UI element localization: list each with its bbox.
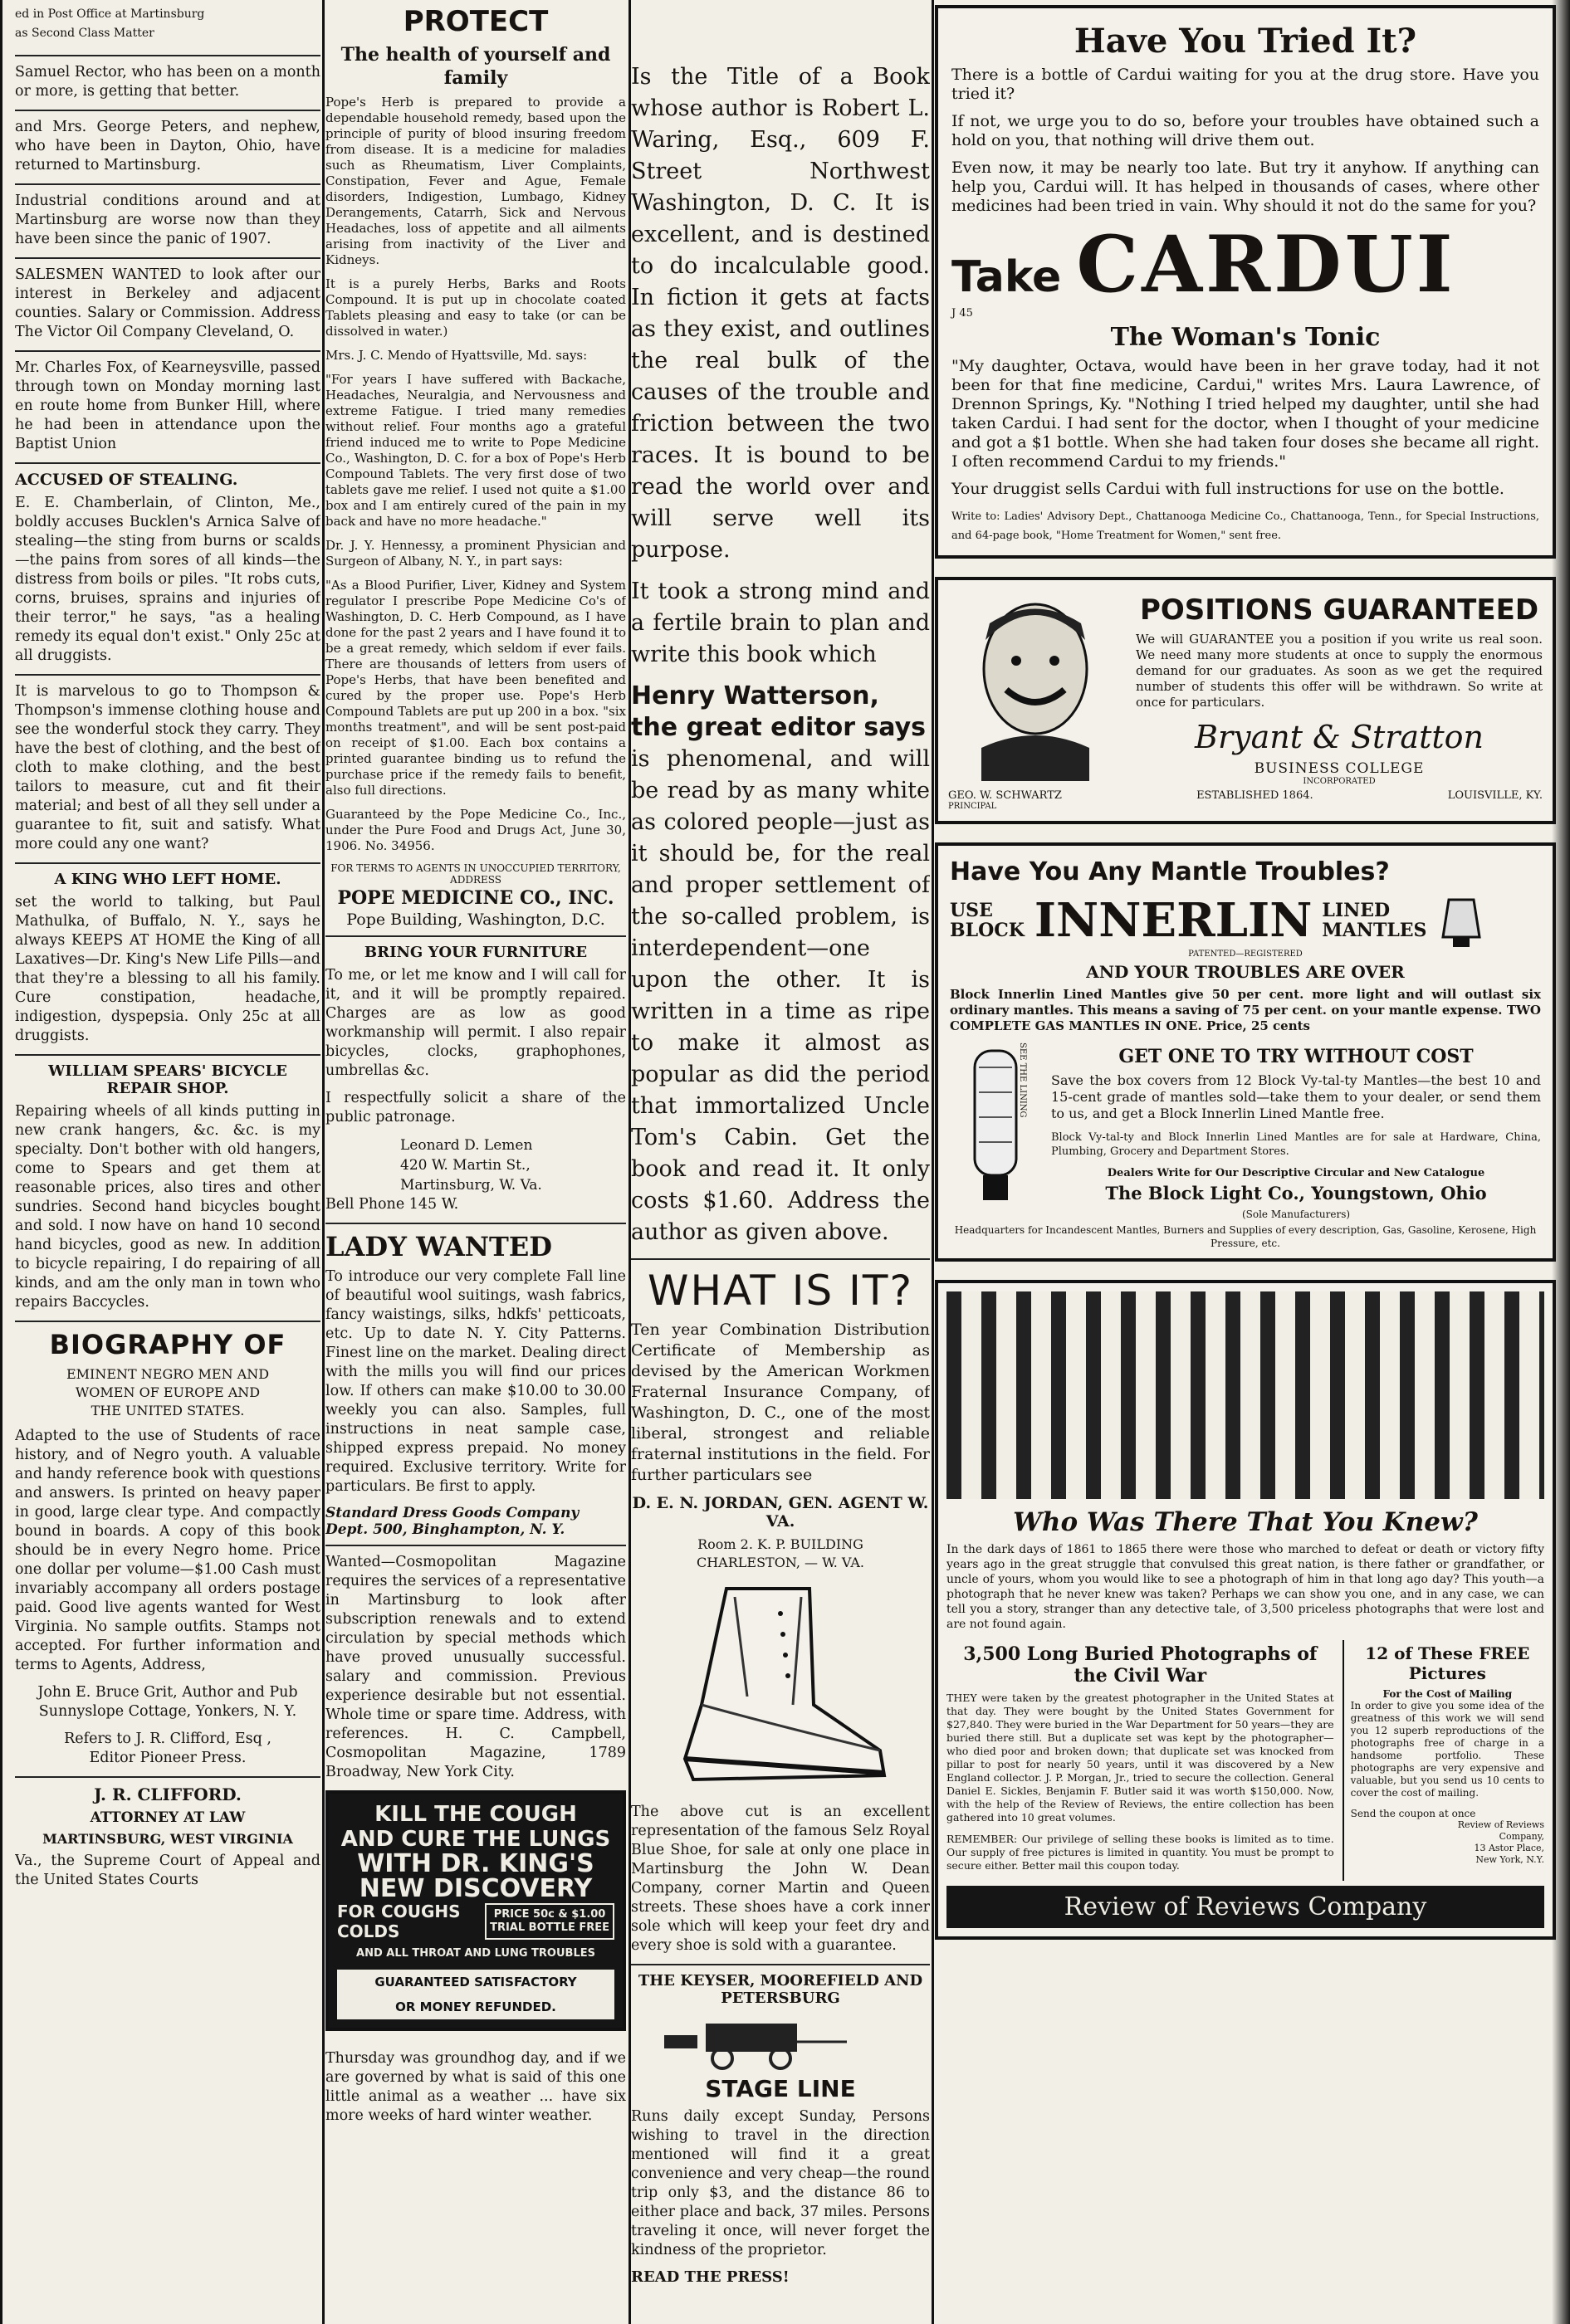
bio-sub-line: THE UNITED STATES. xyxy=(90,1403,245,1418)
cardui-para-2: If not, we urge you to do so, before your troubles have obtained such a hold on you, that nothing will drive them out. xyxy=(951,112,1539,149)
mantle-ad xyxy=(935,842,1556,1262)
take-label: Take xyxy=(951,252,1062,302)
jordan-address-line: CHARLESTON, — W. VA. xyxy=(696,1555,864,1570)
protect-heading: PROTECT xyxy=(403,5,549,38)
bio-refers-line: Refers to J. R. Clifford, Esq , xyxy=(64,1731,271,1747)
masthead-note xyxy=(15,5,320,43)
cardui-close: Your druggist sells Cardui with full instructions for use on the bottle. xyxy=(951,480,1504,498)
lemen-signature xyxy=(325,1135,626,1195)
cardui-wordmark: CARDUI xyxy=(1076,219,1456,310)
local-item: Samuel Rector, who has been on a month or more, is getting that better. xyxy=(15,64,320,100)
biography-refers xyxy=(15,1730,320,1768)
king-ad-line: NEW DISCOVERY xyxy=(359,1874,593,1903)
masthead-line-1: ed in Post Office at Martinsburg xyxy=(15,7,205,21)
review-address xyxy=(1351,1819,1544,1866)
lamp-icon xyxy=(1436,891,1486,950)
pope-terms: FOR TERMS TO AGENTS IN UNOCCUPIED TERRITORY, ADDRESS xyxy=(330,862,621,886)
sole-manufacturers: (Sole Manufacturers) xyxy=(1241,1208,1351,1220)
mantles-label: MANTLES xyxy=(1322,920,1427,941)
clifford-name: J. R. CLIFFORD. xyxy=(94,1784,242,1804)
cardui-para-3: Even now, it may be nearly too late. But try it anyhow. If anything can help you, Cardui will. It has helped in thousands of cases, where other medicines had been tried in vain. Why should it not do the same for you? xyxy=(951,159,1539,215)
column-4 xyxy=(935,5,1556,2316)
divider xyxy=(325,935,626,937)
shoe-body: The above cut is an excellent representation of the famous Selz Royal Blue Shoe, for sale at only one place in Martinsburg the John W. Dean Company, corner Martin and Queen streets. These shoes have a cork inner sole which will keep your feet dry and every shoe is sold with a guarantee. xyxy=(631,1804,930,1954)
thompson-ad: It is marvelous to go to Thompson & Thompson's immense clothing house and see the wonderful stock they carry. They have the best of clothing, and the best of cloth to make clothing, and the best tailors to measure, cut and fit their material; and best of all they sell under a guarantee to fit, suit and satisfy. What more could any one want? xyxy=(15,683,320,852)
lemen-line: Leonard D. Lemen xyxy=(400,1137,533,1154)
biography-subtitle xyxy=(15,1365,320,1420)
buried-heading: 3,500 Long Buried Photographs of the Civil War xyxy=(963,1643,1318,1687)
get-one-heading: GET ONE TO TRY WITHOUT COST xyxy=(1118,1046,1474,1067)
review-address-line: Company, xyxy=(1499,1831,1544,1842)
biography-body: Adapted to the use of Students of race history, and of Negro youth. A valuable and handy reference book with questions and answers. Is printed on heavy paper in good, large clear type. And compactly bound in boards. A copy of this book should be in every Negro home. Price one dollar per volume—$1.00 Cash must invariably accompany all orders postage paid. Good live agents wanted for West Virginia. No sample outfits. Stamps not accepted. For further information and terms to Agents, Address, xyxy=(15,1428,320,1673)
review-banner: Review of Reviews Company xyxy=(946,1886,1544,1928)
king-ad-line: FOR COUGHS xyxy=(337,1902,461,1921)
lemen-phone: Bell Phone 145 W. xyxy=(325,1196,459,1213)
divider xyxy=(15,1054,320,1056)
cardui-tagline: The Woman's Tonic xyxy=(1110,323,1381,352)
bio-refers-line: Editor Pioneer Press. xyxy=(89,1750,247,1766)
jordan-address xyxy=(631,1536,930,1572)
column-2 xyxy=(325,5,626,2316)
divider xyxy=(325,1545,626,1546)
review-address-line: New York, N.Y. xyxy=(1475,1854,1544,1865)
furniture-body-2: I respectfully solicit a share of the public patronage. xyxy=(325,1090,626,1125)
book-para-2: It took a strong mind and a fertile brain to plan and write this book which xyxy=(631,579,930,667)
what-is-it-heading: WHAT IS IT? xyxy=(648,1267,913,1315)
book-para-3: is phenomenal, and will be read by as many white as colored people—just as it should be, for the real and proper settlement of the so-called problem, is interdependent—one upon the other. It is written in a time as ripe to make it almost as popular as did the period that immortalized Uncle Tom's Cabin. Get the book and read it. It only costs $1.60. Address the author as given above. xyxy=(631,746,930,1245)
send-coupon: Send the coupon at once xyxy=(1350,1808,1476,1819)
king-ad-line: COLDS xyxy=(337,1921,400,1941)
divider xyxy=(15,674,320,676)
pope-body-2: It is a purely Herbs, Barks and Roots Compound. It is put up in chocolate coated Tablets pleasing and easy to take (or can be dissolved in water.) xyxy=(325,276,626,339)
bio-address-line: John E. Bruce Grit, Author and Pub xyxy=(37,1684,298,1701)
jordan-address-line: Room 2. K. P. BUILDING xyxy=(697,1536,863,1552)
king-ad-line: GUARANTEED SATISFACTORY xyxy=(337,1970,614,1994)
principal-label: PRINCIPAL xyxy=(948,802,997,811)
column-rule xyxy=(322,0,325,2324)
cardui-heading: Have You Tried It? xyxy=(1074,22,1417,61)
king-ad-line: PRICE 50c & $1.00 xyxy=(493,1908,606,1921)
jordan-agent: D. E. N. JORDAN, GEN. AGENT W. VA. xyxy=(632,1494,929,1531)
stage-line-body: Runs daily except Sunday, Persons wishing to travel in the direction mentioned will find it a great convenience and very cheap—the round trip only $3, and the distance 86 to either place and back, 37 miles. Persons traveling it once, will never forget the kindness of the proprietor. xyxy=(631,2108,930,2258)
divider xyxy=(631,1964,930,1965)
block-light-company: The Block Light Co., Youngstown, Ohio xyxy=(1105,1183,1487,1204)
groundhog-item: Thursday was groundhog day, and if we are governed by what is said of this one little animal as a weather ... have six more weeks of hard winter weather. xyxy=(325,2050,626,2124)
hennessy-quote: "As a Blood Purifier, Liver, Kidney and System regulator I prescribe Pope Medicine Co's of Washington, D. C. Herb Compound, as I have done for the past 2 years and I have found it to be a great remedy, which seldom if ever fails. There are thousands of letters from users of Pope's Herbs, that have been benefited and cured by the proper use. Pope's Herb Compound Tablets are put up 200 in a box. "six months treatment", and will be sent post-paid on receipt of $1.00. Each box contains a printed guarantee binding us to refund the purchase price if the remedy fails to benefit, also full directions. xyxy=(325,578,626,798)
incorporated-label: INCORPORATED xyxy=(1303,777,1376,786)
block-label: BLOCK xyxy=(950,920,1025,941)
local-item: Mr. Charles Fox, of Kearneysville, passed through town on Monday morning last en route home from Bunker Hill, where he had been in attendance upon the Baptist Union xyxy=(15,359,320,452)
divider xyxy=(15,110,320,111)
lady-wanted-heading: LADY WANTED xyxy=(325,1231,552,1262)
remember-note: REMEMBER: Our privilege of selling these books is limited as to time. Our supply of free pictures is limited in quantity. You must be prompt to secure either. Better mail this coupon today. xyxy=(946,1833,1334,1872)
read-the-press: READ THE PRESS! xyxy=(631,2268,790,2286)
pope-company: POPE MEDICINE CO., INC. xyxy=(337,887,614,909)
divider xyxy=(15,183,320,185)
cosmopolitan-ad: Wanted—Cosmopolitan Magazine requires the services of a representative in Martinsburg to look after subscription renewals and to extend circulation by special methods which have proved unusually successful. salary and commission. Previous experience desirable but not essential. Whole time or spare time. Address, with references. H. C. Campbell, Cosmopolitan Magazine, 1789 Broadway, New York City. xyxy=(325,1554,626,1780)
divider xyxy=(15,1776,320,1778)
clifford-place: MARTINSBURG, WEST VIRGINIA xyxy=(42,1831,293,1847)
book-intro: Is the Title of a Book whose author is Robert L. Waring, Esq., 609 F. Street Northwest Washington, D. C. It is excellent, and is destined to do incalculable good. In fiction it gets at facts as they exist, and outlines the real bulk of the causes of the trouble and friction between the two races. It is bound to be read the world over and will serve well its purpose. xyxy=(631,64,930,563)
bryant-signature: Bryant & Stratton xyxy=(1195,719,1484,755)
hennessy-intro: Dr. J. Y. Hennessy, a prominent Physician and Surgeon of Albany, N. Y., in part says: xyxy=(325,538,626,569)
column-1 xyxy=(15,5,320,2316)
lemen-line: Martinsburg, W. Va. xyxy=(400,1177,542,1194)
schwartz-name: GEO. W. SCHWARTZ xyxy=(948,789,1062,802)
bio-address-line: Sunnyslope Cottage, Yonkers, N. Y. xyxy=(38,1703,297,1720)
innerlin-banner xyxy=(950,891,1541,950)
civil-war-ad xyxy=(935,1280,1556,1940)
stage-line-heading: STAGE LINE xyxy=(705,2075,856,2102)
free-pictures-body: In order to give you some idea of the greatness of this work we will send you 12 superb reproductions of the photographs free of charge in a handsome portfolio. These photographs are very expensive and valuable, but you send us 10 cents to cover the cost of mailing. xyxy=(1350,1700,1544,1799)
divider xyxy=(631,1258,930,1260)
divider xyxy=(15,257,320,259)
headquarters-note: Headquarters for Incandescent Mantles, Burners and Supplies of every description, Gas, Gasoline, Kerosene, High Pressure, etc. xyxy=(954,1224,1537,1249)
mantle-heading: Have You Any Mantle Troubles? xyxy=(950,857,1390,886)
furniture-heading: BRING YOUR FURNITURE xyxy=(364,944,588,961)
divider xyxy=(15,55,320,56)
review-address-line: 13 Astor Place, xyxy=(1474,1843,1544,1853)
cardui-intro: There is a bottle of Cardui waiting for you at the drug store. Have you tried it? xyxy=(951,66,1539,103)
pope-body: Pope's Herb is prepared to provide a dependable household remedy, based upon the principle of purity of blood insuring freedom from disease. It is a medicine for maladies such as Rheumatism, Liver Complaints, Constipation, Fever and Ague, Female disorders, Indigestion, Lumbago, Kidney Derangements, Catarrh, Sick and Nervous Headaches, loss of appetite and all ailments arising from inactivity of the Liver and Kidneys. xyxy=(325,95,626,267)
positions-footer xyxy=(948,789,1543,802)
pope-address: Pope Building, Washington, D.C. xyxy=(346,911,605,929)
column-rule xyxy=(932,0,934,2324)
cardui-code: J 45 xyxy=(951,307,973,320)
mantle-body: Block Innerlin Lined Mantles give 50 per cent. more light and will outlast six ordinary mantles. This means a saving of 75 per cent. on your mantle expense. TWO COMPLETE GAS MANTLES IN ONE. Price, 25 cents xyxy=(950,987,1541,1033)
king-heading: A KING WHO LEFT HOME. xyxy=(54,871,281,888)
lemen-line: 420 W. Martin St., xyxy=(400,1157,531,1174)
mantle-illustration xyxy=(950,1042,1041,1208)
salesmen-ad: SALESMEN WANTED to look after our interest in Berkeley and adjacent counties. Salary or Commission. Address The Victor Oil Company Cleveland, O. xyxy=(15,266,320,340)
king-ad-line: AND CURE THE LUNGS xyxy=(340,1827,611,1852)
what-is-it-body: Ten year Combination Distribution Certificate of Membership as devised by the American Workmen Fraternal Insurance Company, of Washington, D. C., one of the most liberal, strongest and reliable fraternal institutions in the field. For further particulars see xyxy=(631,1321,930,1484)
dr-king-ad xyxy=(325,1790,626,2031)
mendo-intro: Mrs. J. C. Mendo of Hyattsville, Md. says: xyxy=(325,348,588,363)
pope-guarantee: Guaranteed by the Pope Medicine Co., Inc., under the Pure Food and Drugs Act, June 30, 1906. No. 34956. xyxy=(325,807,626,853)
innerlin-wordmark: INNERLIN xyxy=(1034,893,1313,948)
lined-mantles-label xyxy=(1322,901,1426,940)
column-3 xyxy=(631,5,930,2316)
stealing-heading: ACCUSED OF STEALING. xyxy=(15,471,238,489)
divider xyxy=(15,350,320,352)
patented-label: PATENTED—REGISTERED xyxy=(1188,950,1303,959)
bio-sub-line: EMINENT NEGRO MEN AND xyxy=(66,1366,270,1382)
stealing-body: E. E. Chamberlain, of Clinton, Me., boldly accuses Bucklen's Arnica Salve of stealing—the sting from burns or scalds—the pains from sores of all kinds—the distress from boils or piles. "It robs cuts, corns, bruises, sprains and injuries of their terror," he says, "as a healing remedy its equal don't exist." Only 25c at all druggists. xyxy=(15,495,320,664)
soldiers-silhouette-banner xyxy=(946,1291,1544,1499)
use-block-label xyxy=(950,901,1025,940)
louisville-label: LOUISVILLE, KY. xyxy=(1447,789,1543,802)
protect-subtitle: The health of yourself and family xyxy=(340,44,611,89)
king-ad-line: WITH DR. KING'S xyxy=(357,1849,594,1878)
stagecoach-icon xyxy=(656,2012,855,2070)
business-college: BUSINESS COLLEGE xyxy=(1254,760,1425,777)
divider xyxy=(15,1321,320,1322)
divider xyxy=(15,862,320,864)
divider xyxy=(325,1223,626,1224)
lady-wanted-body: To introduce our very complete Fall line of beautiful wool suitings, wash fabrics, fancy waistings, silks, hdkfs' petticoats, etc. Up to date N. Y. City Patterns. Finest line on the market. Dealing direct with the mills you will find our prices low. If others can make $10.00 to 30.00 weekly you can also. Samples, full instructions in neat sample case, shipped express prepaid. No money required. Exclusive territory. Write for particulars. Be first to apply. xyxy=(325,1268,626,1495)
buried-body: THEY were taken by the greatest photographer in the United States at that day. They were bought by the United States Government for $27,840. They were buried in the War Department for 50 years—they are buried there still. But a duplicate set was kept by the photographer—who died poor and broken down; that duplicate set was knocked from pillar to post for nearly 50 years, until it was discovered by a New England collector. J. P. Morgan, Jr., tried to secure the collection. General Daniel E. Sickles, Benjamin F. Butler said it was worth $150,000. Now, with the help of the Review of Reviews, the entire collection has been gathered into 10 great volumes. xyxy=(946,1692,1334,1824)
free-pictures-heading: 12 of These FREE Pictures xyxy=(1365,1643,1530,1683)
review-address-line: Review of Reviews xyxy=(1457,1819,1544,1830)
king-body: set the world to talking, but Paul Mathulka, of Buffalo, N. Y., says he always KEEPS AT HOME the King of all Laxatives—Dr. King's New Life Pills—and that they're a blessing to all his family. Cure constipation, headache, indigestion, dyspepsia. Only 25c at all druggists. xyxy=(15,894,320,1044)
mendo-quote: "For years I have suffered with Backache, Headaches, Neuralgia, and Nervousness and extreme Fatigue. I tried many remedies without relief. Four months ago a grateful friend induced me to write to Pope Medicine Co., Washington, D. C. for a box of Pope's Herb Compound Tablets. The very first dose of two tablets gave me relief. I used not quite a $1.00 box and I am entirely cured of the pain in my back and have no more headache." xyxy=(325,372,626,529)
free-pictures-sub: For the Cost of Mailing xyxy=(1382,1688,1513,1700)
save-boxes: Save the box covers from 12 Block Vy-tal-ty Mantles—the best 10 and 15-cent grade of mantles sold—take them to your dealer, or send them to us, and get a Block Innerlin Lined Mantle free. xyxy=(1051,1072,1541,1121)
positions-heading: POSITIONS GUARANTEED xyxy=(1139,593,1539,627)
divider xyxy=(15,462,320,464)
troubles-over: AND YOUR TROUBLES ARE OVER xyxy=(1086,962,1405,982)
clifford-title: ATTORNEY AT LAW xyxy=(90,1809,246,1826)
bicycle-heading: WILLIAM SPEARS' BICYCLE REPAIR SHOP. xyxy=(48,1062,287,1097)
king-ad-line: TRIAL BOTTLE FREE xyxy=(490,1921,609,1934)
clifford-body: Va., the Supreme Court of Appeal and the United States Courts xyxy=(15,1853,320,1888)
furniture-body: To me, or let me know and I will call for it, and it will be promptly repaired. Charges are as low as good workmanship will permit. I also repair bicycles, clocks, graphophones, umbrellas &c. xyxy=(325,967,626,1079)
lady-dept: Dept. 500, Binghampton, N. Y. xyxy=(325,1521,565,1538)
cardui-ad xyxy=(935,5,1556,559)
civil-war-heading: Who Was There That You Knew? xyxy=(1013,1507,1478,1537)
lined-label: LINED xyxy=(1322,900,1391,921)
established-label: ESTABLISHED 1864. xyxy=(1196,789,1313,802)
local-item: Industrial conditions around and at Martinsburg are worse now than they have been since the panic of 1907. xyxy=(15,193,320,247)
watterson-quote: Henry Watterson, the great editor says xyxy=(631,681,927,742)
see-lining-label: SEE THE LINING xyxy=(1018,1042,1027,1118)
use-label: USE xyxy=(950,900,993,921)
masthead-line-2: as Second Class Matter xyxy=(15,27,154,40)
civil-war-intro: In the dark days of 1861 to 1865 there were those who marched to defeat or death or victory fifty years ago in the great struggle that convulsed this great nation, is there father or grandfather, or uncle of yours, whom you would like to see a photograph of him in that long ago day? This youth—a photograph that he never knew was taken? Perhaps we can show you one, and in any case, we can tell you a story, stranger than any detective tale, of 3,500 priceless photographs that were lost and are not found again. xyxy=(946,1543,1544,1631)
bicycle-body: Repairing wheels of all kinds putting in new crank hangers, &c. &c. is my specialty. Don't bother with old hangers, come to Spears and get them at reasonable prices, also tires and other sundries. Second hand bicycles bought and sold. I now have on hand 10 second hand bicycles, good as new. In addition to bicycle repairing, I do repairing of all kinds, and am the only man in town who repairs Baccycles. xyxy=(15,1103,320,1311)
portrait-illustration xyxy=(948,590,1122,781)
shoe-illustration xyxy=(668,1580,893,1796)
scan-border xyxy=(0,0,2,2324)
biography-heading: BIOGRAPHY OF xyxy=(49,1329,286,1360)
dealers-note: Block Vy-tal-ty and Block Innerlin Lined Mantles are for sale at Hardware, China, Plumbing, Grocery and Department Stores. xyxy=(1051,1131,1541,1158)
cardui-write: Write to: Ladies' Advisory Dept., Chattanooga Medicine Co., Chattanooga, Tenn., for Special Instructions, and 64-page book, "Home Treatment for Women," sent free. xyxy=(951,510,1539,542)
bio-sub-line: WOMEN OF EUROPE AND xyxy=(75,1384,261,1400)
positions-body: We will GUARANTEE you a position if you write us real soon. We need many more students at once to supply the enormous demand for our graduates. As soon as we get the required number of students this offer will be withdrawn. So write at once for particulars. xyxy=(1136,632,1543,710)
local-item: and Mrs. George Peters, and nephew, who have been in Dayton, Ohio, have returned to Martinsburg. xyxy=(15,119,320,173)
king-ad-line: KILL THE COUGH xyxy=(374,1802,577,1827)
positions-ad xyxy=(935,577,1556,824)
biography-address xyxy=(15,1683,320,1721)
cardui-logo xyxy=(951,219,1539,310)
lady-company: Standard Dress Goods Company xyxy=(325,1505,580,1521)
dealers-write: Dealers Write for Our Descriptive Circular and New Catalogue xyxy=(1107,1167,1485,1179)
keyser-heading: THE KEYSER, MOOREFIELD AND PETERSBURG xyxy=(638,1972,923,2007)
king-ad-line: AND ALL THROAT AND LUNG TROUBLES xyxy=(356,1947,595,1960)
king-ad-line: OR MONEY REFUNDED. xyxy=(337,1994,614,2019)
cardui-quote: "My daughter, Octava, would have been in her grave today, had it not been for that fine medicine, Cardui," writes Mrs. Laura Lawrence, of Drennon Springs, Ky. "Nothing I tried helped my daughter, until she had taken Cardui. I had sent for the doctor, when I thought of your medicine and got a $1 bottle. When she had taken four doses she became all right. I often recommend Cardui to my friends." xyxy=(951,357,1539,471)
